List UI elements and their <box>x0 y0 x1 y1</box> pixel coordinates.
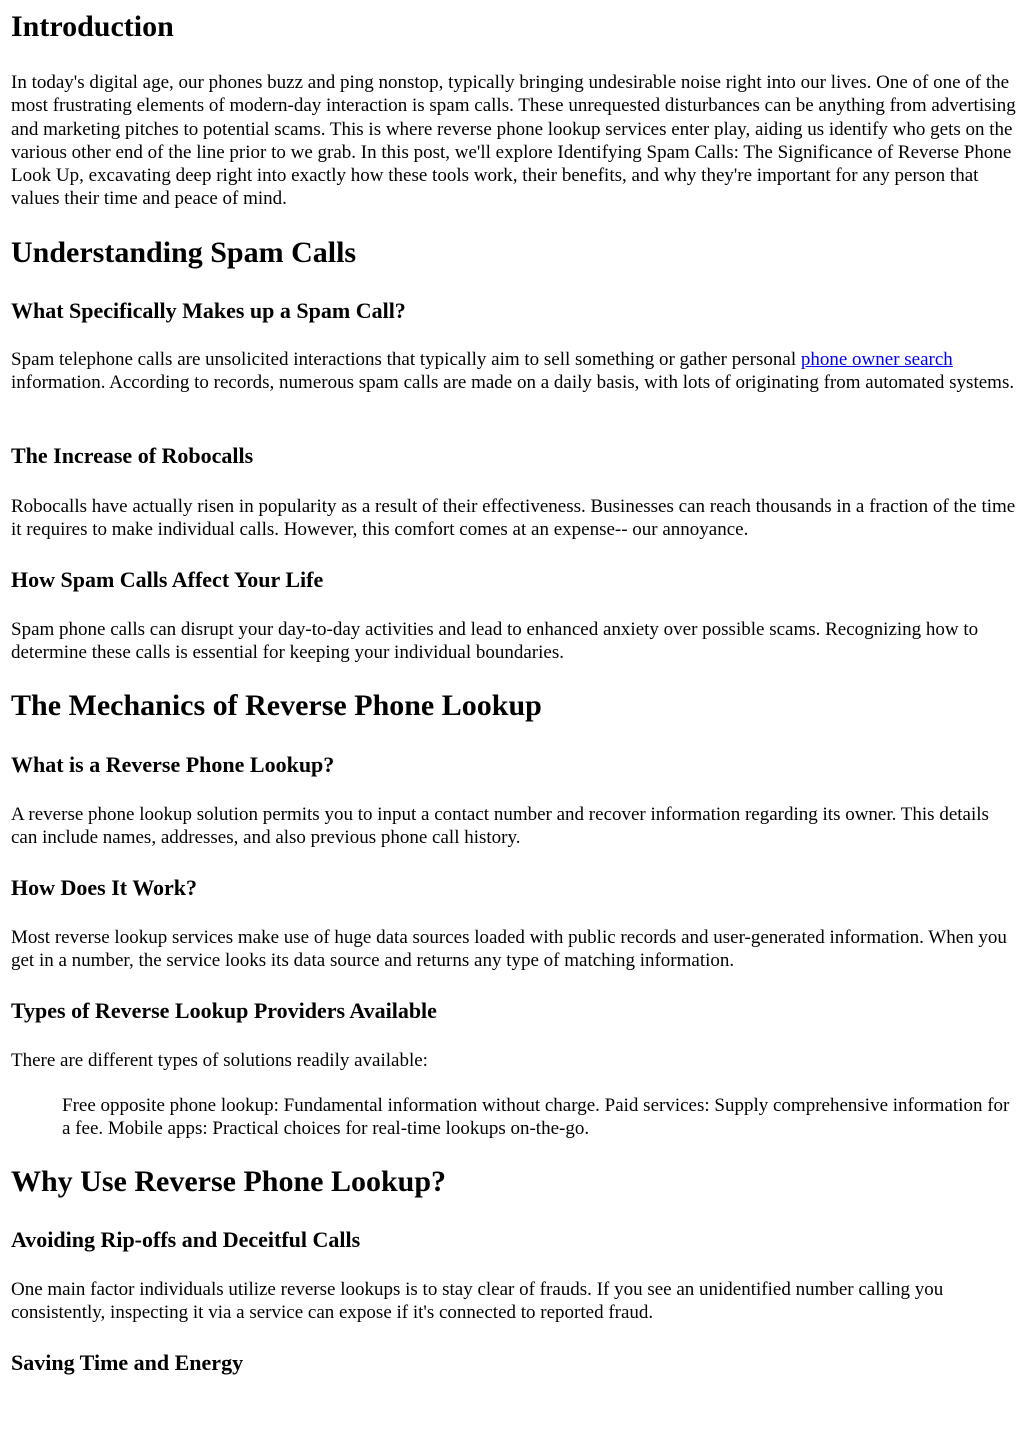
subheading-increase-of-robocalls: The Increase of Robocalls <box>11 443 254 468</box>
subheading-how-does-it-work: How Does It Work? <box>11 875 197 900</box>
subheading-types-of-providers: Types of Reverse Lookup Providers Available <box>11 998 437 1023</box>
what-makes-paragraph <box>11 348 1016 395</box>
affect-paragraph: Spam phone calls can disrupt your day-to-day activities and lead to enhanced anxiety over possible scams. Recognizing how to determine these calls is essential for keeping your individual boundaries. <box>11 619 979 664</box>
section-heading-mechanics: The Mechanics of Reverse Phone Lookup <box>11 689 542 722</box>
what-makes-text-after: information. According to records, numerous spam calls are made on a daily basis, with lots of originating from automated systems. <box>11 372 1015 394</box>
section-heading-understanding-spam-calls: Understanding Spam Calls <box>11 236 357 269</box>
list-item: Free opposite phone lookup: Fundamental information without charge. <box>62 1095 600 1116</box>
subheading-avoiding-ripoffs: Avoiding Rip-offs and Deceitful Calls <box>11 1227 361 1252</box>
subheading-what-makes-spam-call: What Specifically Makes up a Spam Call? <box>11 298 406 323</box>
types-list <box>62 1094 1016 1141</box>
robocalls-paragraph: Robocalls have actually risen in popularity as a result of their effectiveness. Businesses can reach thousands in a fraction of the time it requires to make individual calls. However, this comfort comes at an expense-- our annoyance. <box>11 496 1016 541</box>
types-paragraph: There are different types of solutions readily available: <box>11 1050 428 1071</box>
what-makes-text-before: Spam telephone calls are unsolicited interactions that typically aim to sell something or gather personal <box>11 349 801 370</box>
subheading-what-is-reverse-lookup: What is a Reverse Phone Lookup? <box>11 752 335 777</box>
phone-owner-search-link[interactable]: phone owner search <box>800 349 953 370</box>
intro-paragraph: In today's digital age, our phones buzz and ping nonstop, typically bringing undesirable noise right into our lives. One of one of the most frustrating elements of modern-day interaction is spam calls. These unrequested disturbances can be anything from advertising and marketing pitches to potential scams. This is where reverse phone lookup services enter play, aiding us identify who gets on the various other end of the line prior to we grab. In this post, we'll explore Identifying Spam Calls: The Significance of Reverse Phone Look Up, excavating deep right into exactly how these tools work, their benefits, and why they're important for any person that values their time and peace of mind. <box>11 72 1016 210</box>
list-item: Mobile apps: Practical choices for real-time lookups on-the-go. <box>107 1118 590 1140</box>
list-item: Paid services: Supply comprehensive information for a fee. <box>62 1095 1010 1140</box>
what-is-paragraph: A reverse phone lookup solution permits you to input a contact number and recover information regarding its owner. This details can include names, addresses, and also previous phone call history. <box>11 804 989 849</box>
subheading-saving-time: Saving Time and Energy <box>11 1350 244 1375</box>
section-heading-introduction: Introduction <box>11 10 174 43</box>
subheading-spam-affect-life: How Spam Calls Affect Your Life <box>11 567 324 592</box>
how-work-paragraph: Most reverse lookup services make use of huge data sources loaded with public records and user-generated information. When you get in a number, the service looks its data source and returns any type of matching information. <box>11 927 1007 972</box>
avoid-paragraph: One main factor individuals utilize reverse lookups is to stay clear of frauds. If you see an unidentified number calling you consistently, inspecting it via a service can expose if it's connected to reported fraud. <box>11 1279 944 1324</box>
section-heading-why-use: Why Use Reverse Phone Lookup? <box>11 1165 447 1198</box>
